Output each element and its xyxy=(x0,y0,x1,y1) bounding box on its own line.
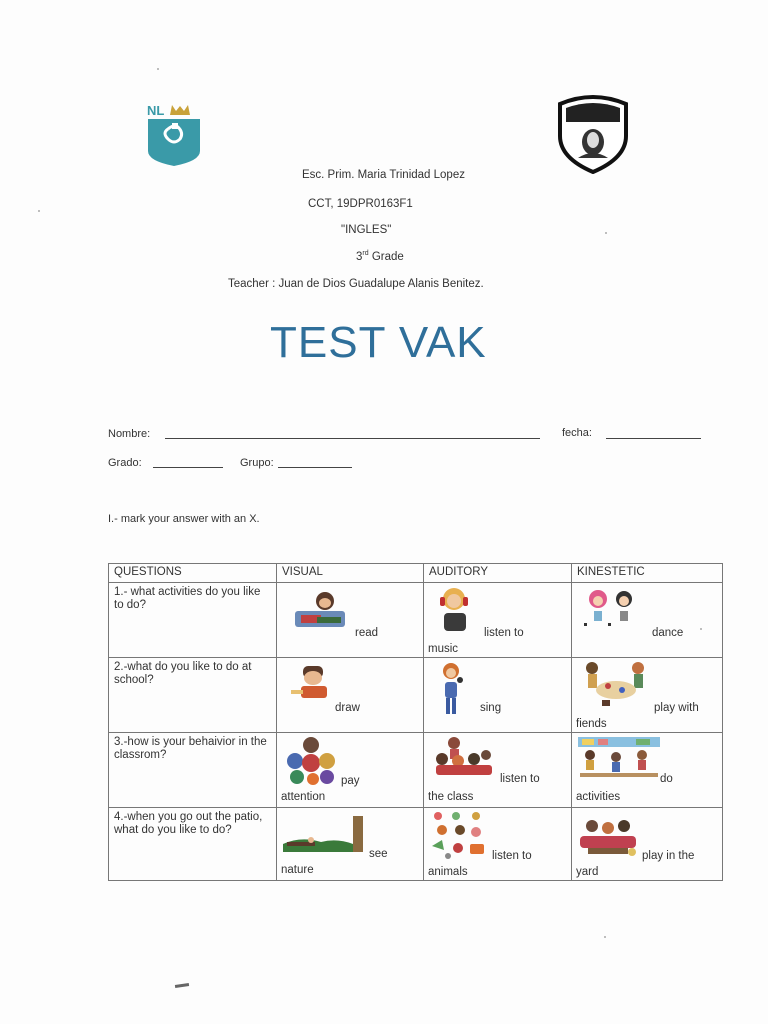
question-text: 2.-what do you like to do at school? xyxy=(114,661,252,686)
option-label: pay xyxy=(341,775,360,787)
answer-cell-visual[interactable] xyxy=(277,808,424,881)
option-label: attention xyxy=(281,791,326,803)
question-text: 1.- what activities do you like to do? xyxy=(114,586,261,611)
option-label: listen to xyxy=(492,850,532,862)
grado-field[interactable] xyxy=(153,467,223,468)
option-label: do xyxy=(660,773,673,785)
option-label: the class xyxy=(428,791,474,803)
singing-kid-icon xyxy=(436,662,466,718)
dancing-kids-icon xyxy=(582,589,638,629)
grade xyxy=(356,250,404,263)
teacher-name: Teacher : Juan de Dios Guadalupe Alanis Benitez. xyxy=(228,278,484,290)
table-row xyxy=(109,733,723,808)
instruction: I.- mark your answer with an X. xyxy=(108,513,260,525)
answer-cell-visual[interactable] xyxy=(277,583,424,658)
nombre-label: Nombre: xyxy=(108,428,151,440)
option-label: read xyxy=(355,627,379,639)
option-label: listen to xyxy=(500,773,540,785)
answer-cell-visual[interactable] xyxy=(277,733,424,808)
music-listener-icon xyxy=(434,585,478,633)
answer-cell-visual[interactable] xyxy=(277,658,424,733)
table-row xyxy=(109,658,723,733)
fecha-field[interactable] xyxy=(606,438,701,439)
option-label: draw xyxy=(335,702,360,714)
answer-cell-kinesthetic[interactable] xyxy=(572,733,723,808)
fecha-label: fecha: xyxy=(562,427,592,439)
class-activities-icon xyxy=(576,735,662,779)
question-text: 4.-when you go out the patio, what do you like to do? xyxy=(114,811,263,836)
yard-play-icon xyxy=(578,818,640,858)
option-label: fiends xyxy=(576,718,607,730)
classroom-listening-icon xyxy=(434,735,496,777)
nl-logo-text: NL xyxy=(147,103,165,118)
answer-cell-kinesthetic[interactable] xyxy=(572,658,723,733)
nature-scene-icon xyxy=(281,816,365,852)
option-label: activities xyxy=(576,791,621,803)
subject: "INGLES" xyxy=(341,224,392,236)
question-cell xyxy=(109,658,277,733)
grade-number: 3 xyxy=(356,250,363,263)
reading-kids-icon xyxy=(287,589,347,633)
grupo-label: Grupo: xyxy=(240,457,274,469)
answer-cell-auditory[interactable] xyxy=(424,733,572,808)
answer-cell-auditory[interactable] xyxy=(424,808,572,881)
option-label: animals xyxy=(428,866,468,878)
attentive-kids-icon xyxy=(283,735,339,785)
question-cell xyxy=(109,808,277,881)
header-auditory: AUDITORY xyxy=(424,564,572,583)
cct-code: CCT, 19DPR0163F1 xyxy=(308,198,413,210)
header-questions: QUESTIONS xyxy=(109,564,277,583)
answer-cell-auditory[interactable] xyxy=(424,658,572,733)
option-label: see xyxy=(369,848,388,860)
animals-icon xyxy=(430,810,490,862)
nl-logo xyxy=(146,103,202,167)
option-label: sing xyxy=(480,702,502,714)
vak-table xyxy=(108,563,723,881)
answer-cell-kinesthetic[interactable] xyxy=(572,808,723,881)
playing-friends-icon xyxy=(582,660,652,708)
option-label: nature xyxy=(281,864,314,876)
grado-label: Grado: xyxy=(108,457,142,469)
header-kinesthetic: KINESTETIC xyxy=(572,564,723,583)
page-title: TEST VAK xyxy=(270,318,487,367)
option-label: play with xyxy=(654,702,699,714)
answer-cell-auditory[interactable] xyxy=(424,583,572,658)
grade-suffix: rd xyxy=(362,250,369,257)
option-label: yard xyxy=(576,866,599,878)
table-row xyxy=(109,808,723,881)
table-header-row xyxy=(109,564,723,583)
question-text: 3.-how is your behaivior in the classrom? xyxy=(114,736,267,761)
header-visual: VISUAL xyxy=(277,564,424,583)
option-label: play in the xyxy=(642,850,695,862)
option-label: listen to xyxy=(484,627,524,639)
grade-word: Grade xyxy=(371,250,404,263)
option-label: music xyxy=(428,643,459,655)
school-name: Esc. Prim. Maria Trinidad Lopez xyxy=(302,169,465,181)
scan-mark xyxy=(175,983,189,988)
answer-cell-kinesthetic[interactable] xyxy=(572,583,723,658)
nombre-field[interactable] xyxy=(165,438,540,439)
question-cell xyxy=(109,583,277,658)
grupo-field[interactable] xyxy=(278,467,352,468)
table-row xyxy=(109,583,723,658)
school-crest xyxy=(556,92,630,174)
question-cell xyxy=(109,733,277,808)
option-label: dance xyxy=(652,627,684,639)
drawing-kid-icon xyxy=(289,664,333,700)
